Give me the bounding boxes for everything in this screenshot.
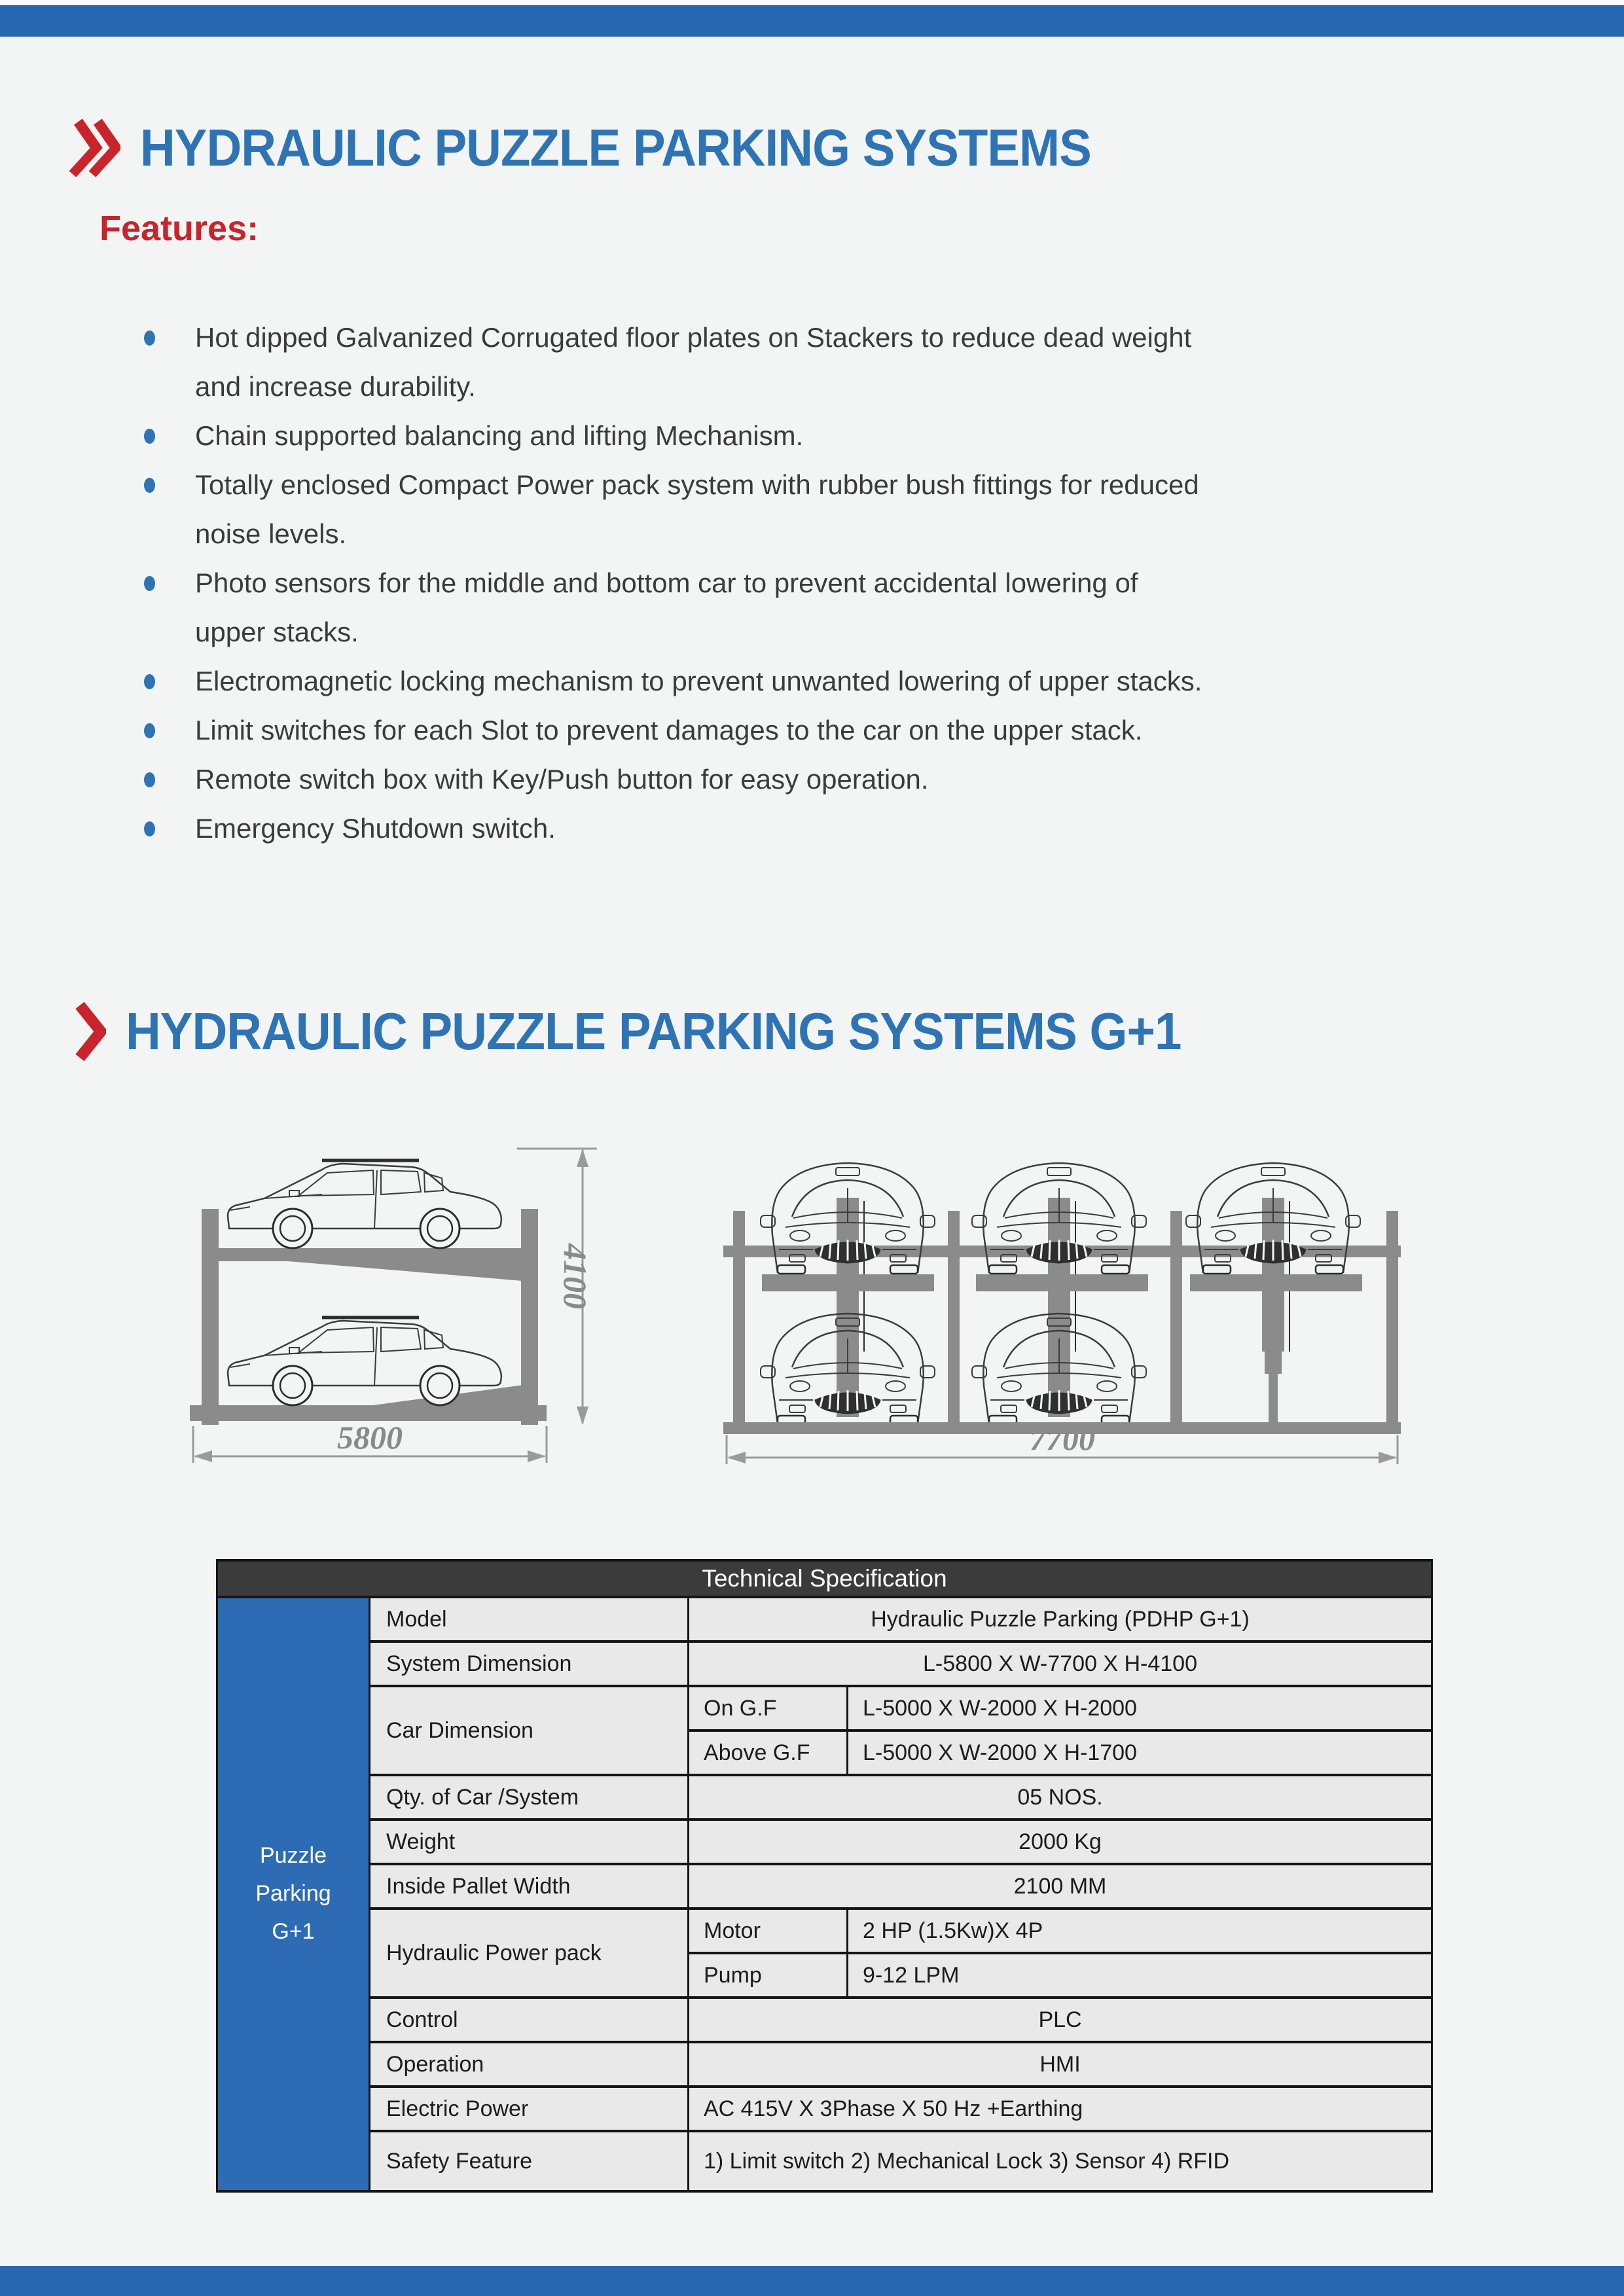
page-title: HYDRAULIC PUZZLE PARKING SYSTEMS [140,118,1091,177]
row-label: System Dimension [370,1641,689,1686]
list-item: Remote switch box with Key/Push button for easy operation. [137,755,1525,804]
table-row [217,2087,1432,2131]
row-label: Model [370,1597,689,1641]
bottom-accent-bar [0,2266,1624,2296]
table-row [217,1909,1432,1953]
main-heading [68,117,1163,179]
list-item: Electromagnetic locking mechanism to prevent unwanted lowering of upper stacks. [137,656,1525,706]
list-item: Chain supported balancing and lifting Mechanism. [137,411,1525,460]
table-row [217,1686,1432,1731]
row-value: 1) Limit switch 2) Mechanical Lock 3) Sensor 4) RFID [689,2131,1432,2191]
height-dimension-label: 4100 [557,1244,594,1309]
side-view-diagram [190,1136,635,1476]
width-dimension-label: 7700 [1030,1420,1095,1457]
row-value: PLC [689,1998,1432,2042]
row-label: Electric Power [370,2087,689,2131]
table-row [217,1597,1432,1641]
row-value: L-5000 X W-2000 X H-2000 [848,1686,1432,1731]
list-item: Totally enclosed Compact Power pack system with rubber bush fittings for reduced noise levels. [137,460,1525,558]
section-heading-g1 [73,1000,1261,1063]
row-label: Hydraulic Power pack [370,1909,689,1998]
row-subkey: Above G.F [689,1731,848,1775]
features-list [137,313,1525,853]
double-chevron-icon [68,118,120,178]
row-subkey: Motor [689,1909,848,1953]
table-row [217,1864,1432,1909]
table-row [217,1820,1432,1864]
list-item: Photo sensors for the middle and bottom car to prevent accidental lowering of upper stacks. [137,558,1525,656]
table-row [217,2131,1432,2191]
row-label: Control [370,1998,689,2042]
row-value: L-5000 X W-2000 X H-1700 [848,1731,1432,1775]
row-value: 2100 MM [689,1864,1432,1909]
table-header-row [217,1560,1432,1597]
row-value: AC 415V X 3Phase X 50 Hz +Earthing [689,2087,1432,2131]
list-item: Hot dipped Galvanized Corrugated floor plates on Stackers to reduce dead weight and increase durability. [137,313,1525,411]
row-label: Inside Pallet Width [370,1864,689,1909]
top-accent-bar [0,5,1624,37]
row-value: L-5800 X W-7700 X H-4100 [689,1641,1432,1686]
chevron-icon [73,1000,106,1063]
table-row [217,2042,1432,2087]
row-value: 05 NOS. [689,1775,1432,1820]
list-item: Limit switches for each Slot to prevent damages to the car on the upper stack. [137,706,1525,755]
top-white-strip [0,0,1624,5]
row-subkey: On G.F [689,1686,848,1731]
row-value: Hydraulic Puzzle Parking (PDHP G+1) [689,1597,1432,1641]
features-heading: Features: [99,209,259,248]
table-row [217,1998,1432,2042]
table-title: Technical Specification [217,1560,1432,1597]
row-label: Weight [370,1820,689,1864]
list-item: Emergency Shutdown switch. [137,804,1525,853]
table-row [217,1641,1432,1686]
row-value: 2 HP (1.5Kw)X 4P [848,1909,1432,1953]
technical-specification-table [216,1559,1433,2193]
row-value: HMI [689,2042,1432,2087]
row-label: Safety Feature [370,2131,689,2191]
section-title: HYDRAULIC PUZZLE PARKING SYSTEMS G+1 [126,1002,1182,1060]
group-label-cell: Puzzle Parking G+1 [217,1597,370,2191]
row-label: Qty. of Car /System [370,1775,689,1820]
front-view-diagram [707,1136,1427,1476]
length-dimension-label: 5800 [337,1419,403,1456]
row-value: 9-12 LPM [848,1953,1432,1998]
row-subkey: Pump [689,1953,848,1998]
row-label: Operation [370,2042,689,2087]
table-row [217,1775,1432,1820]
row-value: 2000 Kg [689,1820,1432,1864]
row-label: Car Dimension [370,1686,689,1775]
